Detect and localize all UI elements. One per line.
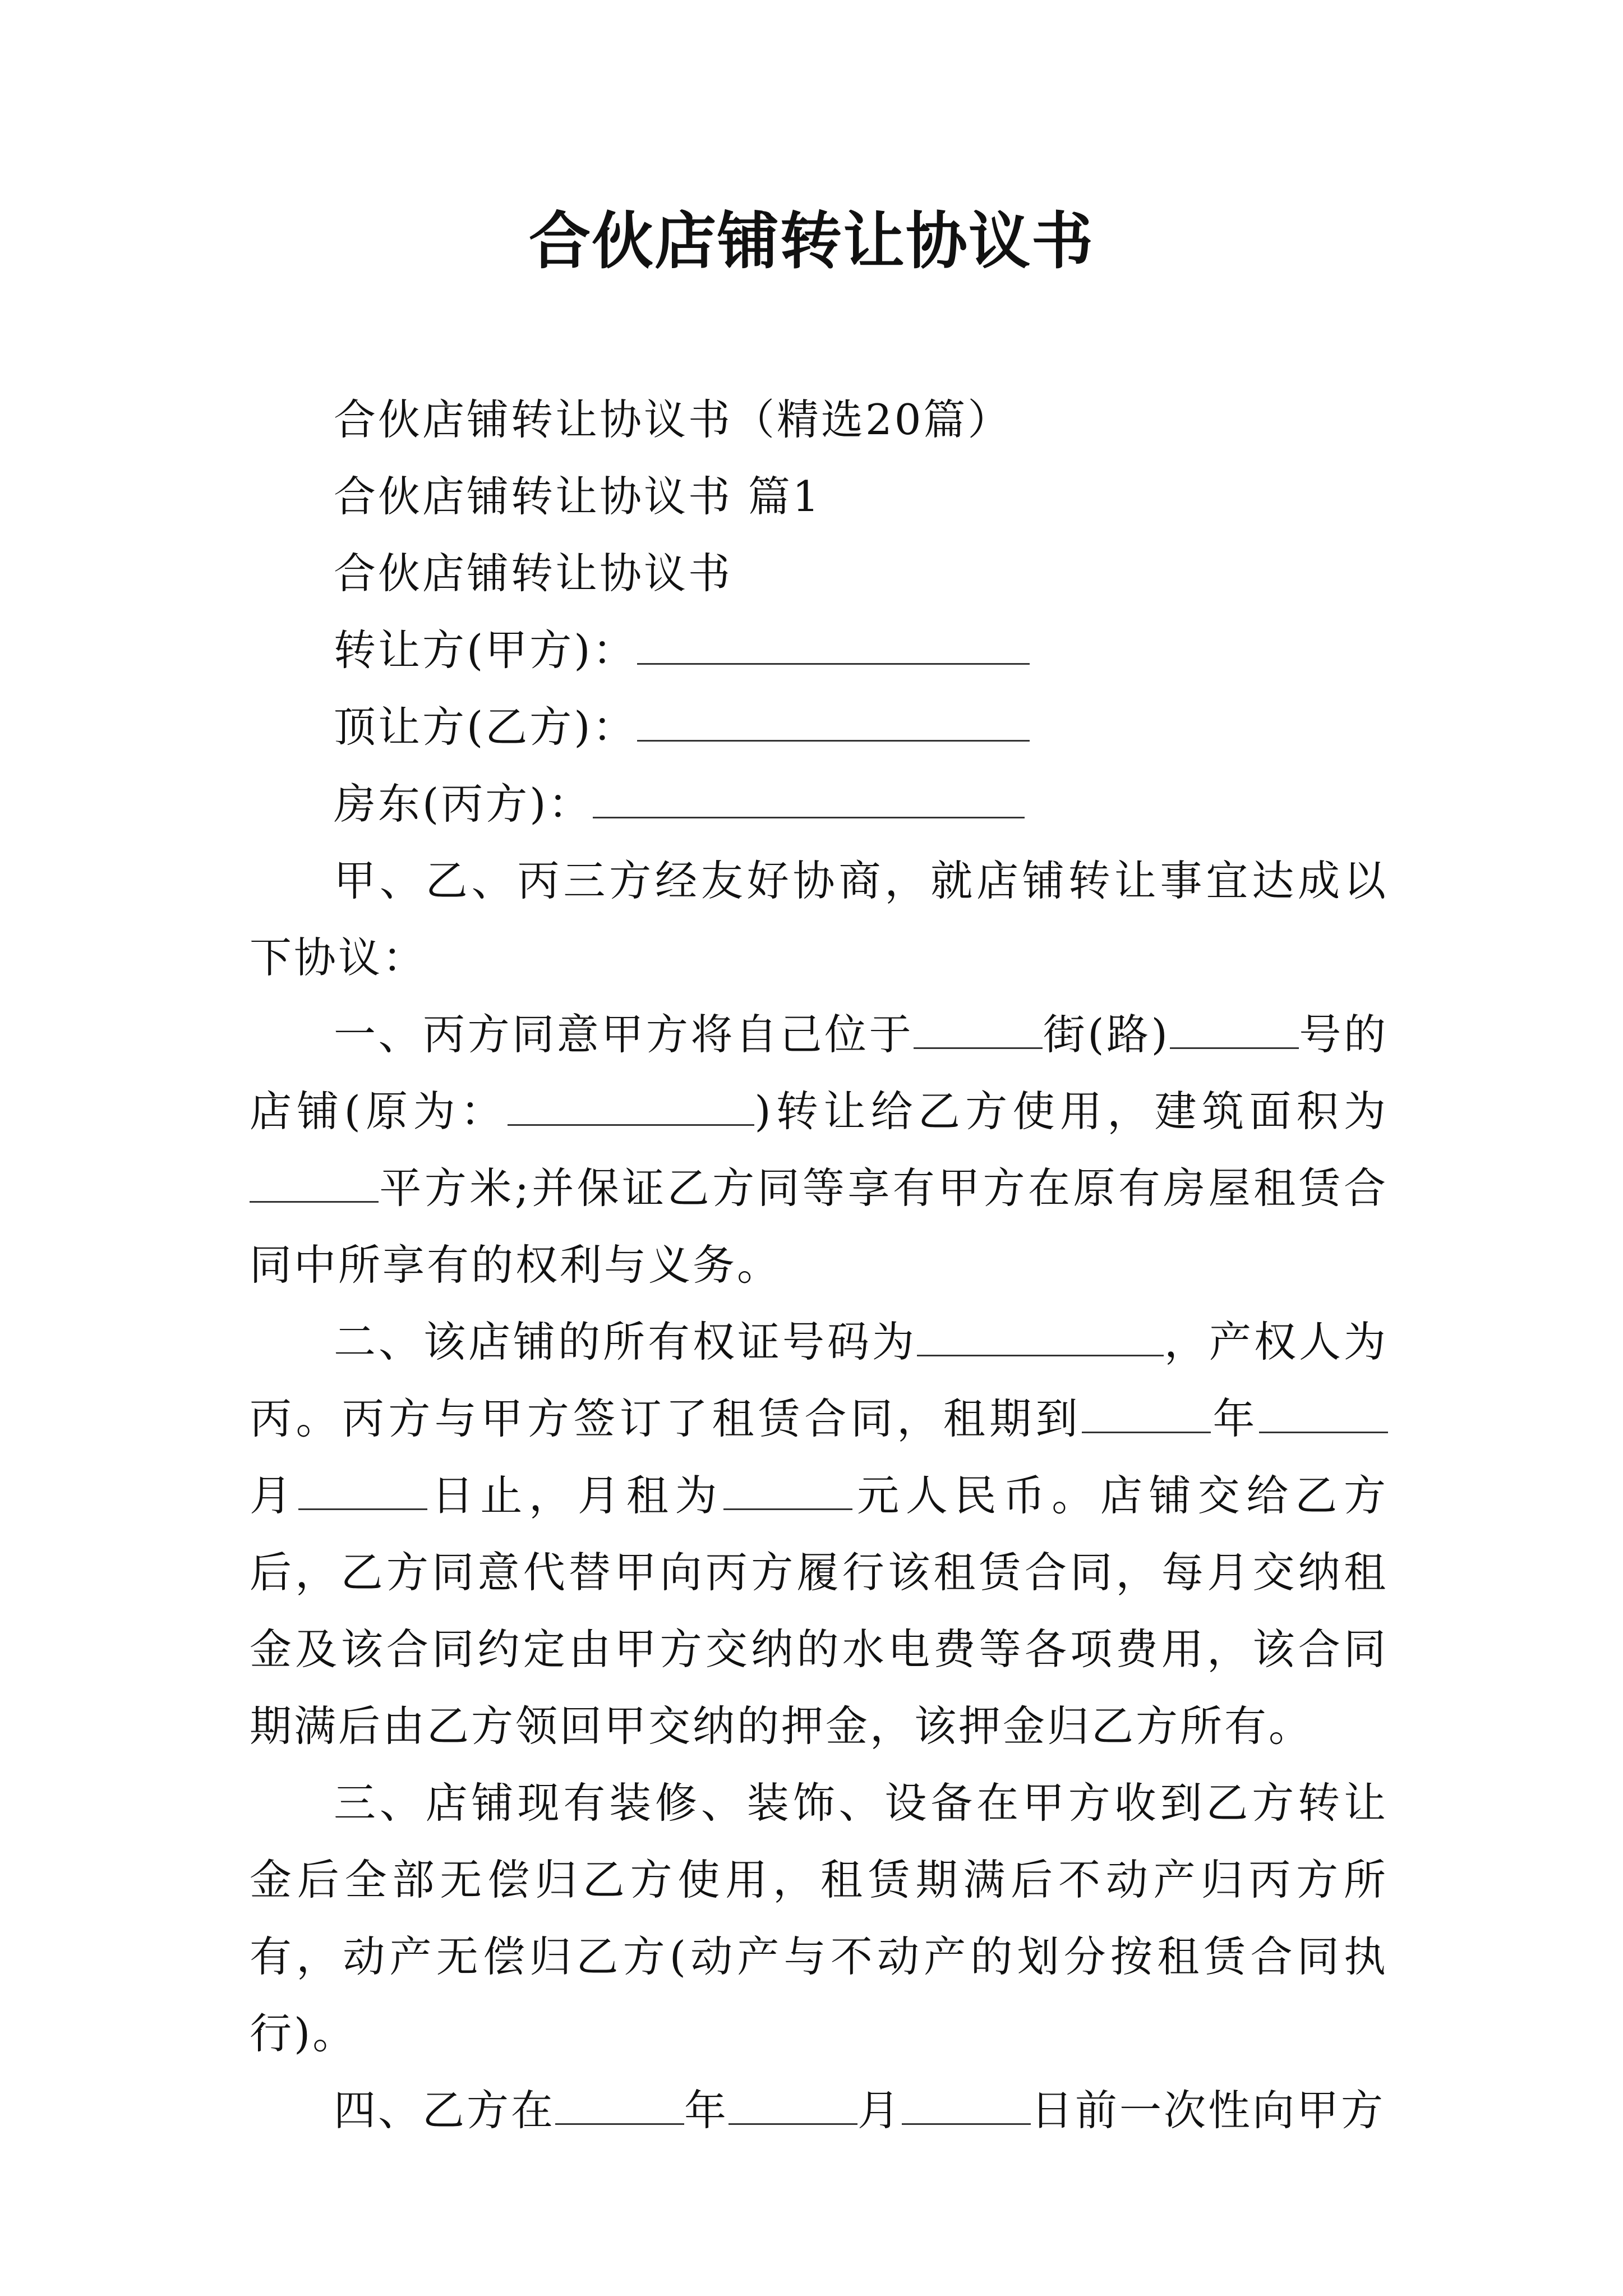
clause-1-text-c: 号的店铺(原为：: [250, 1010, 1388, 1136]
clause-2-text-b: ，产权人为丙。丙方与甲方签订了租赁合同，租期到: [250, 1317, 1388, 1443]
clause-1-text-b: 街(路): [1043, 1010, 1170, 1059]
party-c-label: 房东(丙方)：: [334, 779, 593, 829]
clause-1-text-a: 一、丙方同意甲方将自己位于: [334, 1010, 914, 1059]
clause-2-text-d: 月: [250, 1471, 298, 1520]
section-heading: 合伙店铺转让协议书 篇1: [334, 472, 822, 521]
monthly-rent-blank: [723, 1469, 852, 1510]
street-blank: [914, 1007, 1043, 1049]
document-title: 合伙店铺转让协议书: [529, 205, 1094, 277]
payment-day-blank: [902, 2083, 1031, 2125]
clause-2-text-c: 年: [1211, 1394, 1259, 1443]
payment-year-blank: [555, 2083, 684, 2125]
clause-2-text-f: 元人民币。店铺交给乙方后，乙方同意代替甲向丙方履行该租赁合同，每月交纳租金及该合同约定由甲方交纳的水电费等各项费用，该合同期满后由乙方领回甲交纳的押金，该押金归乙方所有。: [250, 1471, 1388, 1751]
party-a-label: 转让方(甲方)：: [334, 625, 637, 675]
payment-month-blank: [728, 2083, 857, 2125]
original-use-blank: [508, 1084, 754, 1126]
number-blank: [1170, 1007, 1299, 1049]
lease-month-blank: [1259, 1392, 1388, 1433]
intro-paragraph: 甲、乙、丙三方经友好协商，就店铺转让事宜达成以下协议：: [250, 856, 1388, 982]
clause-4-text-b: 年: [684, 2086, 729, 2135]
party-b-blank: [637, 700, 1030, 742]
clause-4-text-d: 日前一次性向甲方: [1031, 2086, 1386, 2135]
lease-year-blank: [1082, 1392, 1211, 1433]
lease-day-blank: [298, 1469, 427, 1510]
party-c-line: [250, 766, 1388, 843]
document-body: [250, 381, 1388, 2149]
doc-heading: 合伙店铺转让协议书: [334, 549, 733, 598]
clause-2-text-e: 日止，月租为: [427, 1471, 724, 1520]
clause-2-text-a: 二、该店铺的所有权证号码为: [334, 1317, 917, 1366]
clause-4: [250, 2072, 1388, 2149]
party-b-line: [250, 689, 1388, 766]
clause-4-text-c: 月: [857, 2086, 902, 2135]
clause-2: [250, 1304, 1388, 1765]
clause-4-text-a: 四、乙方在: [334, 2086, 556, 2135]
clause-1-text-d: )转让给乙方使用，建筑面积为: [754, 1087, 1388, 1136]
certificate-number-blank: [917, 1315, 1164, 1356]
clause-3: 三、店铺现有装修、装饰、设备在甲方收到乙方转让金后全部无偿归乙方使用，租赁期满后不动产归丙方所有，动产无偿归乙方(动产与不动产的划分按租赁合同执行)。: [250, 1778, 1388, 2058]
subtitle: 合伙店铺转让协议书（精选20篇）: [334, 395, 1012, 444]
party-a-blank: [637, 623, 1030, 665]
area-blank: [250, 1161, 379, 1203]
clause-1: [250, 996, 1388, 1304]
clause-1-text-e: 平方米;并保证乙方同等享有甲方在原有房屋租赁合同中所享有的权利与义务。: [250, 1163, 1388, 1290]
party-a-line: [250, 612, 1388, 689]
party-b-label: 顶让方(乙方)：: [334, 702, 637, 752]
party-c-blank: [593, 777, 1025, 818]
